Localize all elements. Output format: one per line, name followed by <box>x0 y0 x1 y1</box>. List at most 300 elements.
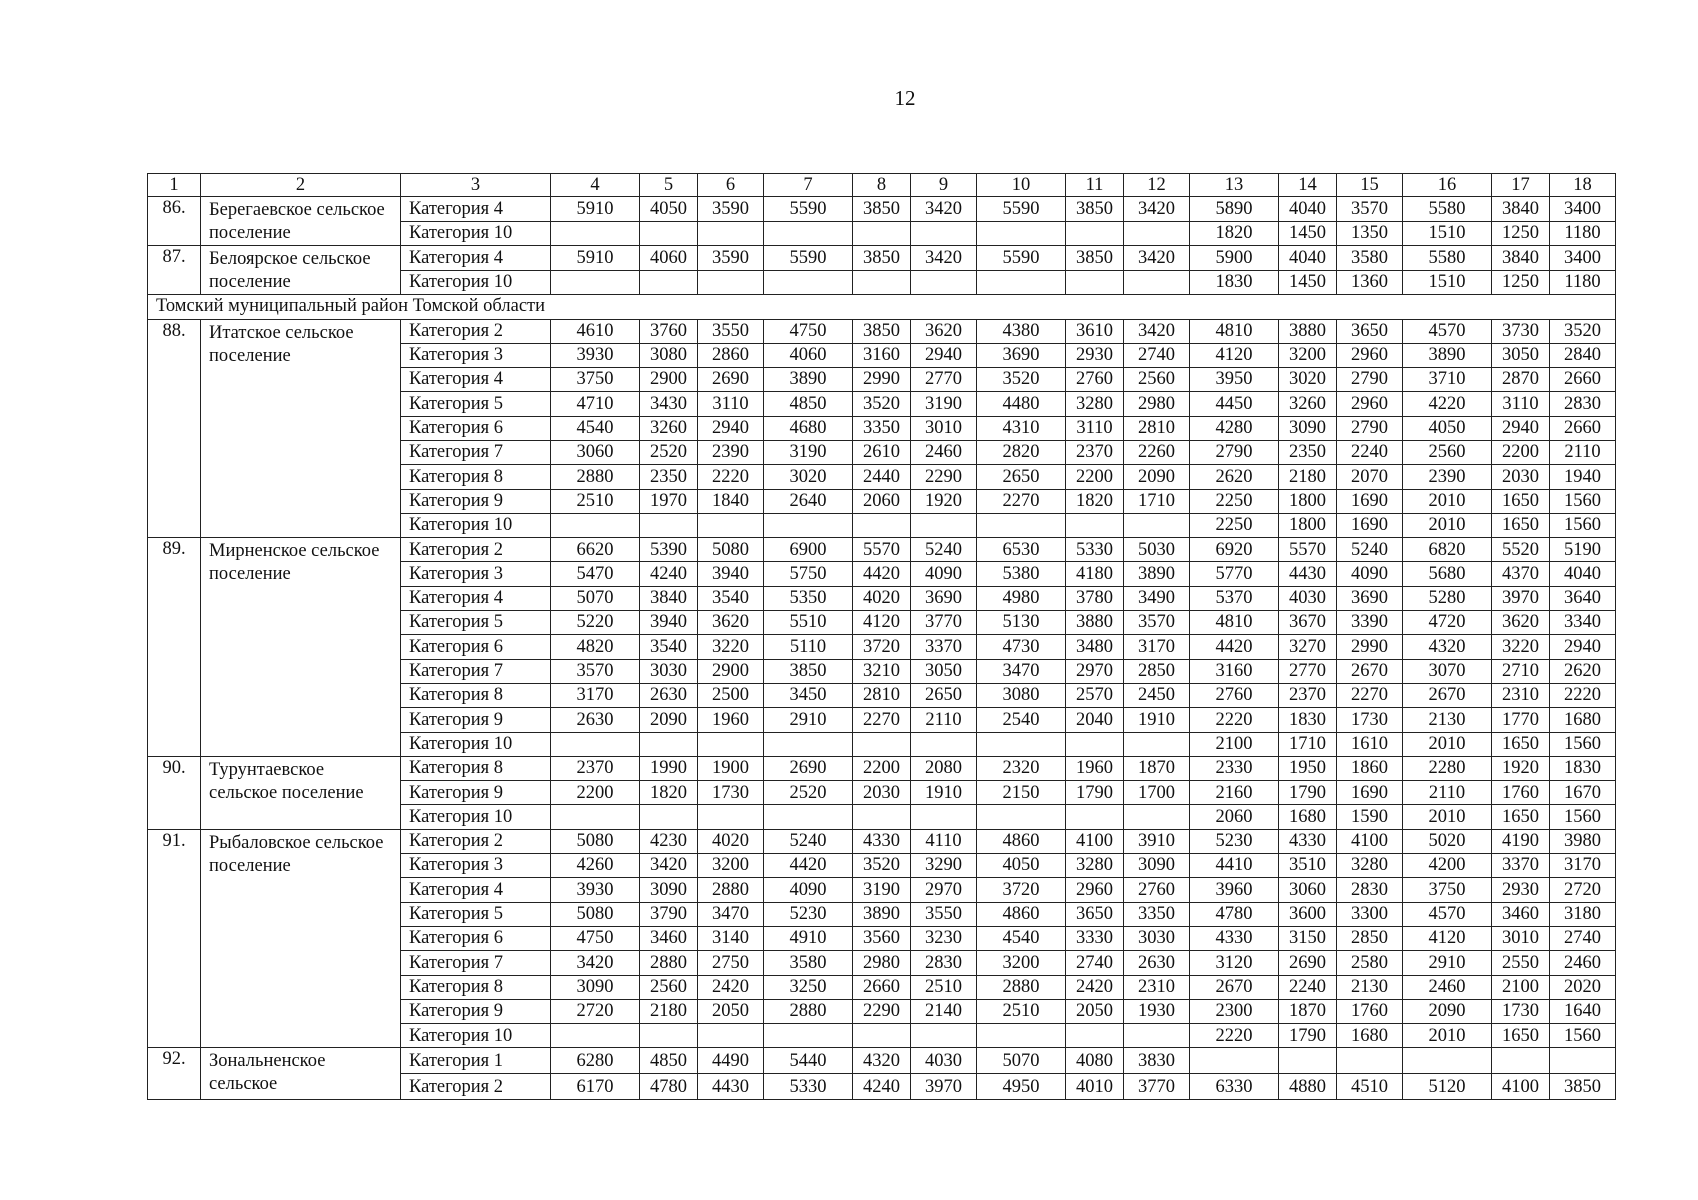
value-cell: 3430 <box>640 392 698 416</box>
value-cell: 3450 <box>764 683 853 707</box>
value-cell: 2620 <box>1550 659 1616 683</box>
value-cell: 3750 <box>551 368 640 392</box>
value-cell: 3770 <box>1124 1074 1190 1100</box>
value-cell: 2940 <box>1492 416 1550 440</box>
value-cell: 4370 <box>1492 562 1550 586</box>
category-cell: Категория 10 <box>401 270 551 295</box>
value-cell: 4330 <box>1279 829 1337 853</box>
value-cell: 2030 <box>853 781 911 805</box>
value-cell: 5680 <box>1403 562 1492 586</box>
value-cell: 2140 <box>911 999 977 1023</box>
value-cell: 3620 <box>911 319 977 343</box>
value-cell: 3110 <box>698 392 764 416</box>
value-cell: 4230 <box>640 829 698 853</box>
value-cell <box>698 513 764 537</box>
category-cell: Категория 6 <box>401 635 551 659</box>
value-cell: 2180 <box>640 999 698 1023</box>
value-cell: 2310 <box>1492 683 1550 707</box>
value-cell <box>1066 732 1124 756</box>
value-cell <box>698 270 764 295</box>
column-number: 8 <box>853 174 911 197</box>
value-cell <box>1066 1024 1124 1048</box>
value-cell: 2290 <box>853 999 911 1023</box>
value-cell: 4680 <box>764 416 853 440</box>
value-cell: 3720 <box>977 878 1066 902</box>
value-cell: 6900 <box>764 538 853 562</box>
value-cell: 2330 <box>1190 756 1279 780</box>
value-cell: 3650 <box>1337 319 1403 343</box>
column-number: 5 <box>640 174 698 197</box>
value-cell: 3780 <box>1066 586 1124 610</box>
value-cell: 1730 <box>1492 999 1550 1023</box>
value-cell: 2880 <box>764 999 853 1023</box>
value-cell: 2640 <box>764 489 853 513</box>
value-cell: 2510 <box>911 975 977 999</box>
value-cell: 3350 <box>1124 902 1190 926</box>
value-cell: 2720 <box>1550 878 1616 902</box>
value-cell: 4050 <box>1403 416 1492 440</box>
table-header <box>148 174 1616 197</box>
value-cell <box>1124 221 1190 246</box>
value-cell: 3420 <box>1124 197 1190 222</box>
settlement-number: 90. <box>148 756 201 829</box>
value-cell: 2010 <box>1403 489 1492 513</box>
value-cell: 2510 <box>551 489 640 513</box>
value-cell: 4780 <box>1190 902 1279 926</box>
value-cell: 5080 <box>551 829 640 853</box>
value-cell: 3930 <box>551 878 640 902</box>
value-cell: 3580 <box>1337 246 1403 271</box>
value-cell: 3290 <box>911 854 977 878</box>
value-cell <box>977 513 1066 537</box>
value-cell: 3550 <box>911 902 977 926</box>
table-row <box>148 197 1616 222</box>
value-cell: 3420 <box>911 246 977 271</box>
value-cell: 2010 <box>1403 513 1492 537</box>
value-cell: 2980 <box>853 951 911 975</box>
value-cell: 4810 <box>1190 611 1279 635</box>
table-row <box>148 756 1616 780</box>
settlement-name: Мирненское сельское поселение <box>201 538 401 757</box>
value-cell: 3730 <box>1492 319 1550 343</box>
value-cell: 2620 <box>1190 465 1279 489</box>
value-cell: 3300 <box>1337 902 1403 926</box>
value-cell: 2560 <box>1124 368 1190 392</box>
value-cell: 4080 <box>1066 1048 1124 1074</box>
value-cell: 2740 <box>1124 343 1190 367</box>
value-cell: 1760 <box>1492 781 1550 805</box>
value-cell: 3420 <box>640 854 698 878</box>
value-cell <box>1190 1048 1279 1074</box>
value-cell <box>551 805 640 829</box>
value-cell: 3890 <box>1403 343 1492 367</box>
value-cell: 1730 <box>1337 708 1403 732</box>
value-cell: 1690 <box>1337 489 1403 513</box>
value-cell: 5220 <box>551 611 640 635</box>
value-cell: 2010 <box>1403 805 1492 829</box>
value-cell: 3560 <box>853 926 911 950</box>
value-cell: 5900 <box>1190 246 1279 271</box>
value-cell: 2710 <box>1492 659 1550 683</box>
value-cell: 2090 <box>640 708 698 732</box>
column-number: 1 <box>148 174 201 197</box>
value-cell <box>640 732 698 756</box>
value-cell: 2200 <box>1066 465 1124 489</box>
value-cell: 4570 <box>1403 319 1492 343</box>
value-cell: 2570 <box>1066 683 1124 707</box>
value-cell: 5070 <box>551 586 640 610</box>
value-cell: 2930 <box>1492 878 1550 902</box>
value-cell: 2060 <box>853 489 911 513</box>
value-cell: 3390 <box>1337 611 1403 635</box>
value-cell: 4050 <box>977 854 1066 878</box>
value-cell: 4120 <box>853 611 911 635</box>
value-cell: 3610 <box>1066 319 1124 343</box>
value-cell: 3850 <box>853 197 911 222</box>
value-cell: 5330 <box>764 1074 853 1100</box>
value-cell: 3460 <box>1492 902 1550 926</box>
category-cell: Категория 4 <box>401 246 551 271</box>
value-cell: 2690 <box>698 368 764 392</box>
value-cell: 3090 <box>640 878 698 902</box>
value-cell: 3840 <box>640 586 698 610</box>
value-cell: 3570 <box>1337 197 1403 222</box>
value-cell: 3520 <box>1550 319 1616 343</box>
value-cell: 2660 <box>1550 416 1616 440</box>
value-cell: 2660 <box>1550 368 1616 392</box>
value-cell: 2290 <box>911 465 977 489</box>
column-number: 2 <box>201 174 401 197</box>
value-cell: 2660 <box>853 975 911 999</box>
category-cell: Категория 10 <box>401 805 551 829</box>
value-cell: 4260 <box>551 854 640 878</box>
value-cell: 4090 <box>1337 562 1403 586</box>
value-cell: 4980 <box>977 586 1066 610</box>
value-cell: 2560 <box>1403 440 1492 464</box>
value-cell: 2450 <box>1124 683 1190 707</box>
value-cell: 1680 <box>1337 1024 1403 1048</box>
value-cell <box>853 513 911 537</box>
category-cell: Категория 8 <box>401 683 551 707</box>
value-cell: 1960 <box>1066 756 1124 780</box>
value-cell <box>1124 732 1190 756</box>
value-cell: 3060 <box>1279 878 1337 902</box>
value-cell: 1920 <box>911 489 977 513</box>
value-cell <box>1124 1024 1190 1048</box>
value-cell: 3600 <box>1279 902 1337 926</box>
value-cell: 6820 <box>1403 538 1492 562</box>
value-cell: 3280 <box>1066 392 1124 416</box>
value-cell: 2510 <box>977 999 1066 1023</box>
value-cell: 2790 <box>1337 368 1403 392</box>
value-cell: 2110 <box>1403 781 1492 805</box>
value-cell: 5070 <box>977 1048 1066 1074</box>
value-cell: 4860 <box>977 829 1066 853</box>
value-cell <box>977 270 1066 295</box>
category-cell: Категория 6 <box>401 926 551 950</box>
value-cell: 3090 <box>551 975 640 999</box>
value-cell: 3370 <box>1492 854 1550 878</box>
value-cell: 1870 <box>1279 999 1337 1023</box>
value-cell: 1710 <box>1279 732 1337 756</box>
value-cell: 1820 <box>1066 489 1124 513</box>
value-cell: 2980 <box>1124 392 1190 416</box>
value-cell: 2960 <box>1337 343 1403 367</box>
column-number: 12 <box>1124 174 1190 197</box>
value-cell: 5590 <box>764 197 853 222</box>
value-cell <box>1124 513 1190 537</box>
value-cell: 1560 <box>1550 489 1616 513</box>
value-cell: 2610 <box>853 440 911 464</box>
value-cell: 2030 <box>1492 465 1550 489</box>
value-cell: 2200 <box>1492 440 1550 464</box>
value-cell: 2850 <box>1124 659 1190 683</box>
header-row <box>148 174 1616 197</box>
value-cell: 2720 <box>551 999 640 1023</box>
value-cell: 2350 <box>1279 440 1337 464</box>
value-cell: 3470 <box>698 902 764 926</box>
value-cell: 1830 <box>1190 270 1279 295</box>
value-cell: 3760 <box>640 319 698 343</box>
value-cell <box>764 805 853 829</box>
column-number: 7 <box>764 174 853 197</box>
value-cell <box>1403 1048 1492 1074</box>
value-cell: 5110 <box>764 635 853 659</box>
value-cell: 3220 <box>1492 635 1550 659</box>
value-cell: 3770 <box>911 611 977 635</box>
value-cell: 2880 <box>698 878 764 902</box>
value-cell: 3200 <box>977 951 1066 975</box>
value-cell <box>911 732 977 756</box>
value-cell: 5910 <box>551 246 640 271</box>
value-cell <box>698 732 764 756</box>
value-cell: 2270 <box>1337 683 1403 707</box>
value-cell: 3260 <box>1279 392 1337 416</box>
value-cell: 3280 <box>1337 854 1403 878</box>
value-cell: 3120 <box>1190 951 1279 975</box>
value-cell <box>764 270 853 295</box>
value-cell: 2750 <box>698 951 764 975</box>
value-cell <box>911 270 977 295</box>
column-number: 10 <box>977 174 1066 197</box>
value-cell: 2270 <box>977 489 1066 513</box>
value-cell: 2050 <box>1066 999 1124 1023</box>
value-cell: 2280 <box>1403 756 1492 780</box>
value-cell: 4420 <box>853 562 911 586</box>
value-cell: 6530 <box>977 538 1066 562</box>
value-cell: 4610 <box>551 319 640 343</box>
value-cell: 3470 <box>977 659 1066 683</box>
value-cell: 2630 <box>640 683 698 707</box>
value-cell: 3490 <box>1124 586 1190 610</box>
value-cell: 2420 <box>1066 975 1124 999</box>
value-cell: 2940 <box>698 416 764 440</box>
category-cell: Категория 2 <box>401 538 551 562</box>
value-cell: 4090 <box>764 878 853 902</box>
value-cell: 3940 <box>640 611 698 635</box>
value-cell: 5590 <box>977 197 1066 222</box>
value-cell: 1920 <box>1492 756 1550 780</box>
value-cell: 3110 <box>1066 416 1124 440</box>
value-cell <box>764 513 853 537</box>
value-cell: 2960 <box>1066 878 1124 902</box>
value-cell: 3140 <box>698 926 764 950</box>
value-cell: 2670 <box>1337 659 1403 683</box>
value-cell: 3930 <box>551 343 640 367</box>
value-cell: 4750 <box>551 926 640 950</box>
settlement-number: 87. <box>148 246 201 295</box>
category-cell: Категория 4 <box>401 586 551 610</box>
category-cell: Категория 7 <box>401 659 551 683</box>
value-cell: 1610 <box>1337 732 1403 756</box>
value-cell: 5440 <box>764 1048 853 1074</box>
value-cell: 2070 <box>1337 465 1403 489</box>
value-cell: 5470 <box>551 562 640 586</box>
value-cell: 5350 <box>764 586 853 610</box>
value-cell: 3850 <box>853 319 911 343</box>
value-cell: 1560 <box>1550 732 1616 756</box>
value-cell: 3790 <box>640 902 698 926</box>
category-cell: Категория 9 <box>401 999 551 1023</box>
value-cell: 2880 <box>551 465 640 489</box>
value-cell: 2670 <box>1190 975 1279 999</box>
value-cell: 4040 <box>1279 246 1337 271</box>
value-cell <box>1550 1048 1616 1074</box>
value-cell <box>640 513 698 537</box>
value-cell: 2880 <box>977 975 1066 999</box>
value-cell: 2370 <box>1279 683 1337 707</box>
value-cell: 2270 <box>853 708 911 732</box>
value-cell: 2910 <box>764 708 853 732</box>
value-cell: 4060 <box>640 246 698 271</box>
value-cell: 2930 <box>1066 343 1124 367</box>
value-cell: 2250 <box>1190 513 1279 537</box>
value-cell: 3060 <box>551 440 640 464</box>
value-cell: 1690 <box>1337 781 1403 805</box>
value-cell: 1960 <box>698 708 764 732</box>
value-cell: 2860 <box>698 343 764 367</box>
value-cell: 3890 <box>1124 562 1190 586</box>
value-cell: 3110 <box>1492 392 1550 416</box>
value-cell <box>764 221 853 246</box>
column-number: 14 <box>1279 174 1337 197</box>
settlement-name: Турунтаевское сельское поселение <box>201 756 401 829</box>
column-number: 6 <box>698 174 764 197</box>
value-cell: 2040 <box>1066 708 1124 732</box>
value-cell: 3540 <box>698 586 764 610</box>
value-cell: 5230 <box>764 902 853 926</box>
value-cell: 1730 <box>698 781 764 805</box>
value-cell: 5520 <box>1492 538 1550 562</box>
value-cell: 4450 <box>1190 392 1279 416</box>
value-cell: 1650 <box>1492 513 1550 537</box>
value-cell: 4860 <box>977 902 1066 926</box>
value-cell: 3850 <box>764 659 853 683</box>
value-cell: 3970 <box>1492 586 1550 610</box>
value-cell: 2420 <box>698 975 764 999</box>
value-cell: 3090 <box>1279 416 1337 440</box>
value-cell: 1650 <box>1492 489 1550 513</box>
category-cell: Категория 9 <box>401 489 551 513</box>
value-cell: 4050 <box>640 197 698 222</box>
settlement-number: 86. <box>148 197 201 246</box>
value-cell: 2010 <box>1403 732 1492 756</box>
column-number: 11 <box>1066 174 1124 197</box>
tariff-table <box>147 173 1616 1100</box>
category-cell: Категория 8 <box>401 975 551 999</box>
value-cell: 2960 <box>1337 392 1403 416</box>
value-cell: 5590 <box>977 246 1066 271</box>
value-cell: 1590 <box>1337 805 1403 829</box>
value-cell: 3480 <box>1066 635 1124 659</box>
value-cell: 3190 <box>911 392 977 416</box>
value-cell <box>853 1024 911 1048</box>
settlement-name: Берегаевское сельское поселение <box>201 197 401 246</box>
value-cell: 2090 <box>1403 999 1492 1023</box>
value-cell: 2760 <box>1124 878 1190 902</box>
value-cell: 4880 <box>1279 1074 1337 1100</box>
value-cell: 6920 <box>1190 538 1279 562</box>
value-cell: 2220 <box>1550 683 1616 707</box>
value-cell: 1650 <box>1492 1024 1550 1048</box>
value-cell: 2250 <box>1190 489 1279 513</box>
value-cell: 4120 <box>1403 926 1492 950</box>
value-cell: 1910 <box>1124 708 1190 732</box>
value-cell: 5330 <box>1066 538 1124 562</box>
category-cell: Категория 10 <box>401 732 551 756</box>
settlement-name: Итатское сельское поселение <box>201 319 401 538</box>
value-cell: 2910 <box>1403 951 1492 975</box>
settlement-name: Зональненское сельское <box>201 1048 401 1100</box>
value-cell: 3030 <box>640 659 698 683</box>
value-cell: 4510 <box>1337 1074 1403 1100</box>
value-cell: 3520 <box>977 368 1066 392</box>
value-cell: 3270 <box>1279 635 1337 659</box>
value-cell: 2970 <box>911 878 977 902</box>
value-cell: 4010 <box>1066 1074 1124 1100</box>
value-cell: 3570 <box>1124 611 1190 635</box>
value-cell: 1560 <box>1550 513 1616 537</box>
value-cell: 2110 <box>1550 440 1616 464</box>
value-cell: 4570 <box>1403 902 1492 926</box>
value-cell: 6620 <box>551 538 640 562</box>
value-cell: 2160 <box>1190 781 1279 805</box>
value-cell: 2810 <box>1124 416 1190 440</box>
value-cell: 2630 <box>1124 951 1190 975</box>
value-cell <box>1492 1048 1550 1074</box>
value-cell: 1830 <box>1550 756 1616 780</box>
value-cell: 2840 <box>1550 343 1616 367</box>
value-cell: 5240 <box>911 538 977 562</box>
category-cell: Категория 5 <box>401 902 551 926</box>
value-cell: 4490 <box>698 1048 764 1074</box>
value-cell: 3190 <box>853 878 911 902</box>
value-cell: 1350 <box>1337 221 1403 246</box>
value-cell: 3020 <box>1279 368 1337 392</box>
value-cell: 1910 <box>911 781 977 805</box>
value-cell: 1770 <box>1492 708 1550 732</box>
value-cell: 1800 <box>1279 489 1337 513</box>
value-cell: 2010 <box>1403 1024 1492 1048</box>
category-cell: Категория 1 <box>401 1048 551 1074</box>
settlement-number: 89. <box>148 538 201 757</box>
value-cell: 2790 <box>1190 440 1279 464</box>
category-cell: Категория 4 <box>401 878 551 902</box>
value-cell: 3640 <box>1550 586 1616 610</box>
value-cell <box>640 221 698 246</box>
value-cell <box>698 221 764 246</box>
value-cell: 4020 <box>698 829 764 853</box>
